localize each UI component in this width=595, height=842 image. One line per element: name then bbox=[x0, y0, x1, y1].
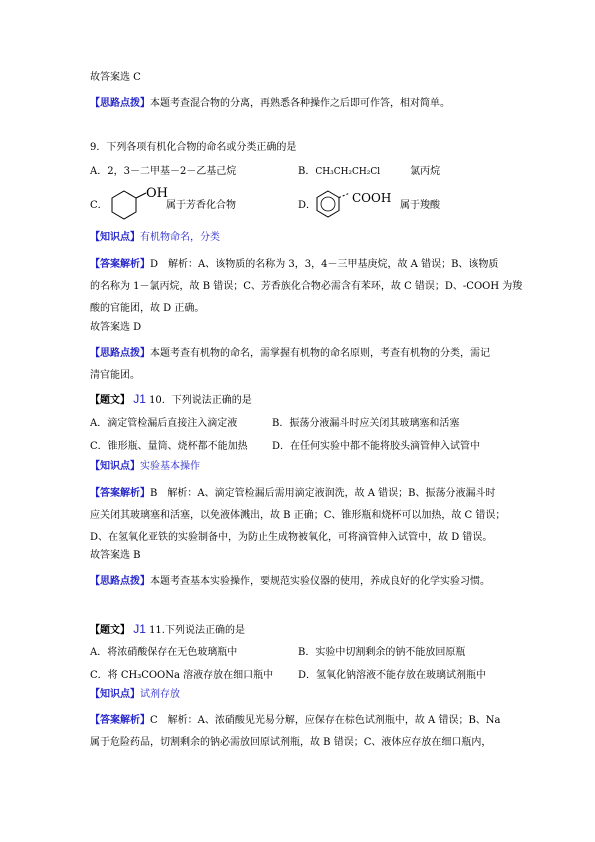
question-9-option-a: A．2，3－二甲基－2－乙基己烷 bbox=[90, 166, 237, 177]
answer-analysis-line-1 bbox=[90, 258, 498, 272]
question-9-option-c-label: C． bbox=[90, 200, 108, 211]
question-11-option-a: A．将浓硝酸保存在无色玻璃瓶中 bbox=[90, 647, 238, 658]
knowledge-tag: 【知识点】 bbox=[90, 689, 140, 700]
question-stem-text: 10．下列说法正确的是 bbox=[149, 395, 252, 406]
tip-text: 本题考查基本实验操作，要规范实验仪器的使用，养成良好的化学实验习惯。 bbox=[150, 576, 490, 587]
knowledge-point-line bbox=[90, 460, 200, 474]
answer-analysis-line-1 bbox=[90, 714, 501, 728]
tip-tag: 【思路点拨】 bbox=[90, 576, 150, 587]
answer-text: C 解析：A、浓硝酸见光易分解，应保存在棕色试剂瓶中，故 A 错误；B、Na bbox=[150, 715, 501, 726]
answer-analysis-line-1 bbox=[90, 487, 496, 501]
question-10-option-c: C．锥形瓶、量筒、烧杯都不能加热 bbox=[90, 441, 248, 452]
tip-tag: 【思路点拨】 bbox=[90, 98, 150, 109]
knowledge-text: 试剂存放 bbox=[140, 689, 180, 700]
tip-line-1 bbox=[90, 347, 490, 361]
answer-line: 故答案选 B bbox=[90, 550, 141, 561]
tip-tag: 【思路点拨】 bbox=[90, 348, 150, 359]
compound-name: 氯丙烷 bbox=[410, 166, 441, 177]
question-10-option-b: B．振荡分液漏斗时应关闭其玻璃塞和活塞 bbox=[272, 418, 460, 429]
answer-analysis-line-2: 的名称为 1－氯丙烷，故 B 错误；C、芳香族化合物必需含有苯环，故 C 错误；D、-COOH 为羧 bbox=[90, 281, 523, 292]
answer-analysis-line-3: D、在氢氧化亚铁的实验制备中，为防止生成物被氧化，可将滴管伸入试管中，故 D 错误。 bbox=[90, 532, 493, 543]
answer-tag: 【答案解析】 bbox=[90, 259, 150, 270]
question-code: J1 bbox=[133, 392, 146, 406]
knowledge-point-line bbox=[90, 688, 180, 702]
answer-analysis-line-2: 属于危险药品，切割剩余的钠必需放回原试剂瓶，故 B 错误；C、液体应存放在细口瓶内， bbox=[90, 737, 492, 748]
knowledge-point-line bbox=[90, 231, 220, 245]
tip-text: 本题考查混合物的分离，再熟悉各种操作之后即可作答，相对简单。 bbox=[150, 98, 450, 109]
question-10-option-a: A．滴定管检漏后直接注入滴定液 bbox=[90, 418, 238, 429]
answer-line: 故答案选 D bbox=[90, 322, 142, 333]
answer-tag: 【答案解析】 bbox=[90, 488, 150, 499]
chemical-formula: CH₃CH₂CH₂Cl bbox=[315, 167, 381, 177]
question-tag: 【题文】 bbox=[90, 625, 130, 636]
answer-text: B 解析：A、滴定管检漏后需用滴定液润洗，故 A 错误；B、振荡分液漏斗时 bbox=[150, 488, 496, 499]
question-tag: 【题文】 bbox=[90, 395, 130, 406]
question-10-stem bbox=[90, 392, 252, 408]
question-11-option-d: D．氢氧化钠溶液不能存放在玻璃试剂瓶中 bbox=[298, 670, 487, 681]
tip-line bbox=[90, 97, 450, 111]
question-11-option-b: B．实验中切割剩余的钠不能放回原瓶 bbox=[298, 647, 466, 658]
question-11-option-c: C．将 CH₃COONa 溶液存放在细口瓶中 bbox=[90, 670, 274, 681]
question-10-option-d: D．在任何实验中都不能将胶头滴管伸入试管中 bbox=[272, 441, 481, 452]
question-stem-text: 11.下列说法正确的是 bbox=[149, 625, 245, 636]
question-9-option-b bbox=[298, 165, 440, 179]
answer-analysis-line-2: 应关闭其玻璃塞和活塞，以免液体溅出，故 B 正确；C、锥形瓶和烧杯可以加热，故 C 错误； bbox=[90, 510, 506, 521]
tip-line-2: 清官能团。 bbox=[90, 370, 140, 381]
answer-analysis-line-3: 酸的官能团，故 D 正确。 bbox=[90, 303, 205, 314]
knowledge-tag: 【知识点】 bbox=[90, 232, 140, 243]
carboxyl-group: COOH bbox=[352, 191, 392, 205]
answer-line: 故答案选 C bbox=[90, 72, 141, 83]
tip-text: 本题考查有机物的命名，需掌握有机物的命名原则，考查有机物的分类，需记 bbox=[150, 348, 490, 359]
knowledge-text: 有机物命名，分类 bbox=[140, 232, 220, 243]
question-9-stem: 9．下列各项有机化合物的命名或分类正确的是 bbox=[90, 142, 297, 153]
option-label: B． bbox=[298, 166, 316, 177]
question-9-option-c-text: 属于芳香化合物 bbox=[166, 200, 236, 211]
answer-tag: 【答案解析】 bbox=[90, 715, 150, 726]
answer-text: D 解析：A、该物质的名称为 3，3，4－三甲基庚烷，故 A 错误；B、该物质 bbox=[150, 259, 499, 270]
question-11-stem bbox=[90, 622, 245, 638]
hydroxyl-group: OH bbox=[146, 186, 168, 201]
tip-line bbox=[90, 575, 490, 589]
question-9-option-d-text: 属于羧酸 bbox=[400, 200, 440, 211]
question-9-option-d-label: D． bbox=[298, 200, 317, 211]
question-code: J1 bbox=[133, 622, 146, 636]
knowledge-text: 实验基本操作 bbox=[140, 461, 200, 472]
knowledge-tag: 【知识点】 bbox=[90, 461, 140, 472]
